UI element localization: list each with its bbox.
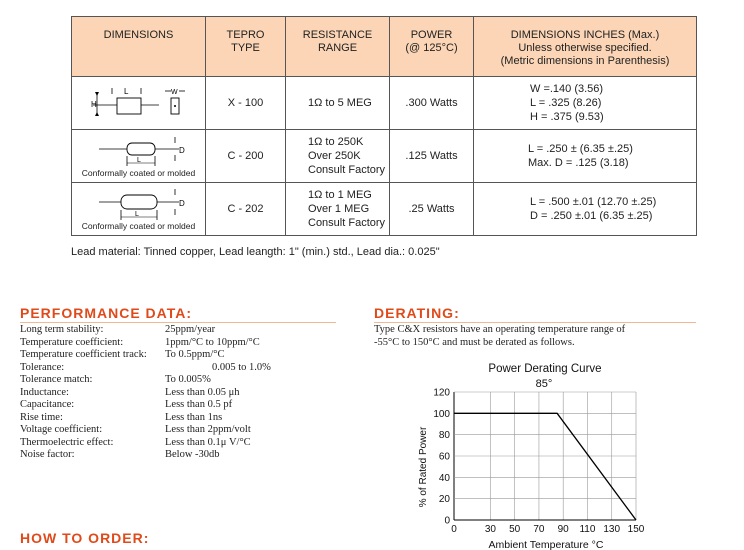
- table-header-row: [72, 17, 697, 77]
- x100-resistor-drawing: [79, 80, 199, 126]
- y-tick-label: 40: [438, 472, 450, 484]
- drawing-c200: [72, 130, 206, 183]
- performance-value: Less than 0.05 μh: [165, 386, 240, 398]
- how-to-order-title: HOW TO ORDER:: [20, 530, 150, 546]
- chart-annotation: 85°: [535, 378, 553, 390]
- performance-label: Noise factor:: [20, 449, 75, 460]
- dims-cell: L = .250 ± (6.35 ±.25) Max. D = .125 (3.18): [474, 130, 697, 183]
- type-cell: X - 100: [206, 77, 286, 130]
- y-tick-label: 20: [438, 494, 450, 506]
- y-tick-label: 0: [444, 515, 450, 527]
- x-tick-label: 150: [627, 524, 645, 535]
- chart-title: Power Derating Curve: [488, 363, 602, 375]
- performance-value: Less than 2ppm/volt: [165, 424, 251, 435]
- x-tick-label: 0: [451, 524, 457, 535]
- y-tick-label: 120: [433, 387, 450, 399]
- type-cell: C - 202: [206, 183, 286, 236]
- performance-title: PERFORMANCE DATA:: [20, 305, 193, 321]
- performance-label: Temperature coefficient:: [20, 336, 124, 348]
- drawing-caption: Conformally coated or molded: [81, 221, 196, 231]
- header-power: POWER (@ 125°C): [390, 17, 474, 77]
- performance-label: Tolerance:: [20, 361, 65, 373]
- performance-value: 1ppm/°C to 10ppm/°C: [165, 336, 260, 348]
- performance-label: Voltage coefficient:: [20, 424, 103, 435]
- derating-description: [374, 323, 625, 349]
- performance-value: Below -30db: [165, 449, 220, 460]
- derating-curve-line: [454, 413, 636, 520]
- power-cell: .25 Watts: [390, 183, 474, 236]
- header-dimensions: DIMENSIONS: [72, 17, 206, 77]
- c202-resistor-drawing: [79, 187, 199, 221]
- table-row: [72, 77, 697, 130]
- label-h: H: [90, 100, 97, 109]
- derating-text-line: -55°C to 150°C and must be derated as follows.: [374, 337, 575, 348]
- performance-value: 0.005 to 1.0%: [212, 361, 271, 373]
- x-tick-label: 130: [603, 524, 621, 535]
- y-tick-label: 80: [438, 430, 450, 442]
- power-derating-chart: [410, 355, 650, 550]
- performance-label: Inductance:: [20, 386, 69, 398]
- y-tick-label: 100: [433, 408, 450, 420]
- derating-title: DERATING:: [374, 305, 460, 321]
- label-l: L: [123, 87, 128, 96]
- x-tick-label: 110: [579, 524, 596, 535]
- y-axis-label: % of Rated Power: [418, 426, 429, 508]
- x-tick-label: 50: [509, 524, 521, 535]
- performance-label: Capacitance:: [20, 399, 75, 410]
- x-tick-label: 70: [533, 524, 545, 535]
- label-l: L: [136, 157, 141, 164]
- performance-value: Less than 0.1μ V/°C: [165, 436, 251, 448]
- header-dimensions-inches: DIMENSIONS INCHES (Max.) Unless otherwise specified. (Metric dimensions in Parenthesis): [474, 17, 697, 77]
- label-w: W: [170, 89, 178, 96]
- specifications-table: [71, 16, 697, 236]
- performance-label: Tolerance match:: [20, 374, 93, 385]
- label-l: L: [134, 211, 139, 218]
- power-cell: .300 Watts: [390, 77, 474, 130]
- drawing-caption: Conformally coated or molded: [81, 168, 196, 178]
- power-cell: .125 Watts: [390, 130, 474, 183]
- label-d: D: [178, 146, 185, 155]
- c200-resistor-drawing: [79, 134, 199, 168]
- x-axis-label: Ambient Temperature °C: [488, 539, 604, 550]
- resistance-cell: 1Ω to 250K Over 250K Consult Factory: [286, 130, 390, 183]
- x-tick-label: 90: [557, 524, 569, 535]
- performance-divider: [20, 322, 336, 323]
- performance-value: To 0.5ppm/°C: [165, 349, 225, 360]
- label-d: D: [178, 199, 185, 208]
- type-cell: C - 200: [206, 130, 286, 183]
- drawing-c202: [72, 183, 206, 236]
- resistance-cell: 1Ω to 1 MEG Over 1 MEG Consult Factory: [286, 183, 390, 236]
- lead-material-note: Lead material: Tinned copper, Lead leangth: 1" (min.) std., Lead dia.: 0.025": [71, 246, 440, 258]
- table-row: [72, 130, 697, 183]
- table-row: [72, 183, 697, 236]
- performance-label: Thermoelectric effect:: [20, 436, 114, 448]
- drawing-x100: [72, 77, 206, 130]
- dims-cell: L = .500 ±.01 (12.70 ±.25) D = .250 ±.01 (6.35 ±.25): [474, 183, 697, 236]
- performance-label: Long term stability:: [20, 324, 104, 335]
- dims-cell: W =.140 (3.56) L = .325 (8.26) H = .375 (9.53): [474, 77, 697, 130]
- header-resistance-range: RESISTANCE RANGE: [286, 17, 390, 77]
- performance-label: Rise time:: [20, 411, 63, 423]
- y-tick-label: 60: [438, 451, 450, 463]
- performance-value: 25ppm/year: [165, 324, 216, 335]
- resistance-cell: 1Ω to 5 MEG: [286, 77, 390, 130]
- performance-value: To 0.005%: [165, 374, 211, 385]
- x-tick-label: 30: [484, 524, 496, 535]
- performance-label: Temperature coefficient track:: [20, 349, 147, 360]
- performance-value: Less than 1ns: [165, 411, 223, 423]
- performance-value: Less than 0.5 pf: [165, 399, 233, 410]
- header-tepro-type: TEPRO TYPE: [206, 17, 286, 77]
- derating-text-line: Type C&X resistors have an operating temperature range of: [374, 324, 626, 335]
